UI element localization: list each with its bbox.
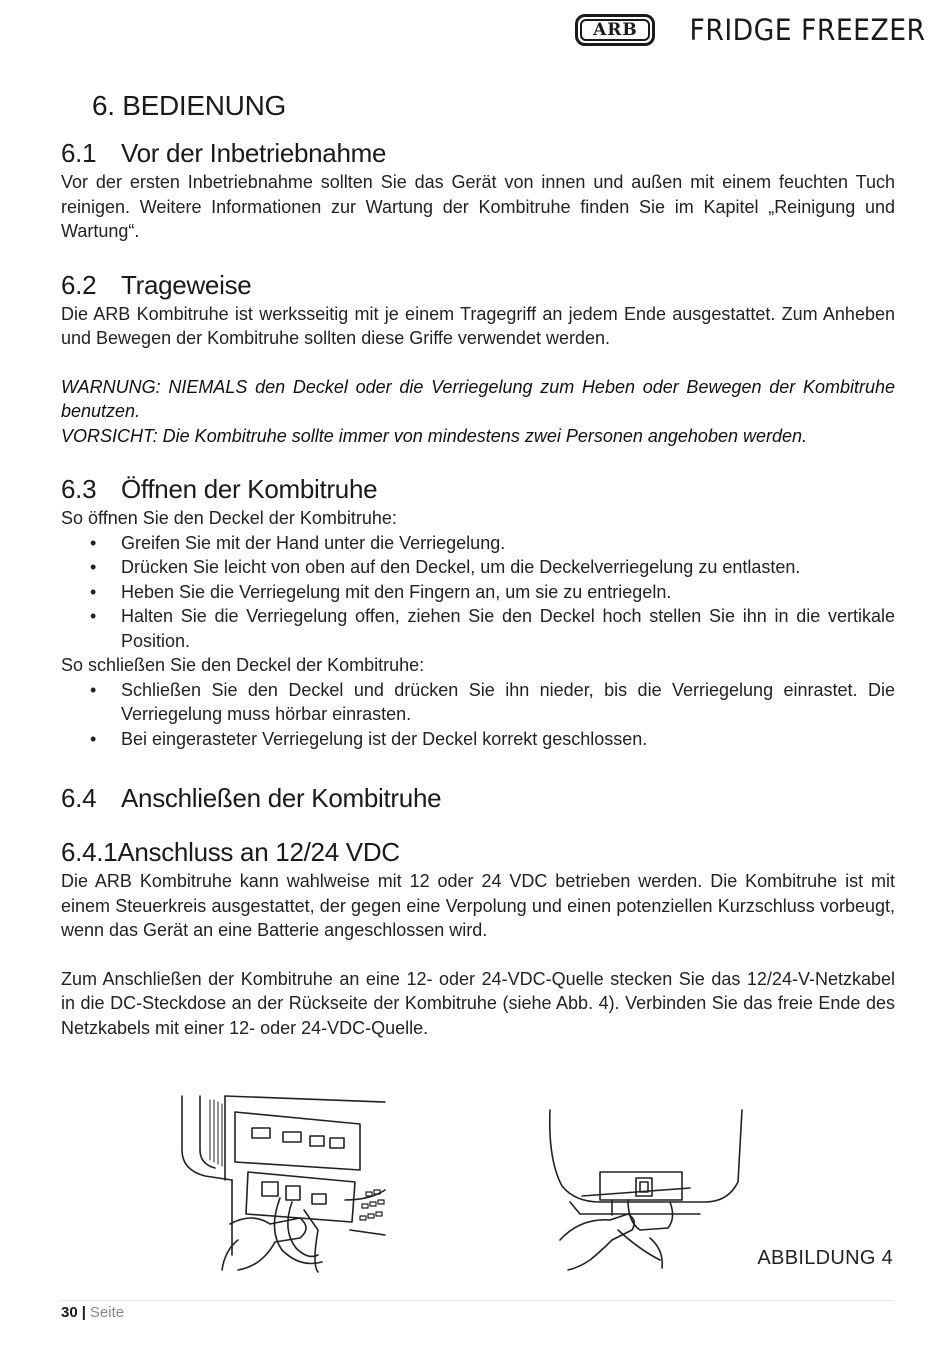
section-6-1-body: Vor der ersten Inbetriebnahme sollten Sie das Gerät von innen und außen mit einem feuchten Tuch reinigen. Weitere Informationen zur Wartung der Kombitruhe finden Sie im Kapitel „Reinigung und Wartung“. [61, 172, 895, 241]
section-title: Anschluss an 12/24 VDC [117, 837, 400, 867]
section-title: Vor der Inbetriebnahme [121, 138, 387, 168]
list-item [61, 604, 895, 653]
list-item-text: Heben Sie die Verriegelung mit den Fingern an, um sie zu entriegeln. [121, 581, 672, 602]
section-6-4-1-body-1: Die ARB Kombitruhe kann wahlweise mit 12 oder 24 VDC betrieben werden. Die Kombitruhe ist mit einem Steuerkreis ausgestattet, der gegen eine Verpolung und einen potenziellen Kurzschluss vorbeugt, wenn das Gerät an eine Batterie angeschlossen wird. [61, 871, 895, 940]
list-item [61, 678, 895, 727]
open-steps-list [61, 531, 895, 654]
section-title: Öffnen der Kombitruhe [121, 474, 378, 504]
page-footer [61, 1304, 124, 1321]
bullet-icon: • [90, 581, 97, 602]
section-6-1-heading [61, 136, 895, 170]
close-steps-list [61, 678, 895, 752]
section-number: 6.4.1 [61, 837, 118, 867]
page-label: Seite [89, 1304, 125, 1321]
list-item [61, 727, 895, 752]
section-6-3-heading [61, 472, 895, 506]
footer-divider [61, 1300, 893, 1301]
section-number: 6.4 [61, 783, 97, 813]
list-item [61, 531, 895, 556]
warning-text: WARNUNG: NIEMALS den Deckel oder die Verriegelung zum Heben oder Bewegen der Kombitruhe benutzen. [61, 376, 895, 421]
figure-caption: ABBILDUNG 4 [757, 1247, 893, 1269]
open-intro: So öffnen Sie den Deckel der Kombitruhe: [61, 508, 397, 528]
brand-title: FRIDGE FREEZER [689, 13, 926, 47]
list-item-text: Schließen Sie den Deckel und drücken Sie ihn nieder, bis die Verriegelung einrastet. Die Verriegelung muss hörbar einrasten. [121, 679, 895, 724]
section-title: Trageweise [121, 269, 252, 300]
section-6-2-body: Die ARB Kombitruhe ist werksseitig mit je einem Tragegriff an jedem Ende ausgestattet. Zum Anheben und Bewegen der Kombitruhe sollten diese Griffe verwendet werden. [61, 303, 895, 348]
right-illustration [550, 1110, 742, 1270]
section-number: 6.3 [61, 474, 97, 504]
page-number: 30 [61, 1304, 78, 1321]
list-item-text: Greifen Sie mit der Hand unter die Verriegelung. [121, 532, 506, 553]
left-illustration [182, 1096, 385, 1272]
section-number: 6.1 [61, 138, 97, 168]
section-6-2-heading [61, 268, 895, 302]
bullet-icon: • [90, 557, 97, 577]
list-item-text: Halten Sie die Verriegelung offen, ziehen Sie den Deckel hoch stellen Sie ihn in die vertikale Position. [121, 606, 895, 651]
bullet-icon: • [90, 728, 97, 749]
section-title: Anschließen der Kombitruhe [121, 783, 442, 813]
bullet-icon: • [90, 606, 97, 626]
arb-logo-text: ARB [580, 19, 650, 41]
list-item [61, 555, 895, 580]
caution-text: VORSICHT: Die Kombitruhe sollte immer von mindestens zwei Personen angehoben werden. [61, 425, 808, 446]
list-item [61, 580, 895, 605]
bullet-icon: • [90, 679, 97, 700]
bullet-icon: • [90, 532, 97, 553]
arb-logo [575, 14, 655, 46]
list-item-text: Drücken Sie leicht von oben auf den Deckel, um die Deckelverriegelung zu entlasten. [121, 557, 801, 577]
section-number: 6.2 [61, 269, 97, 300]
close-intro: So schließen Sie den Deckel der Kombitruhe: [61, 655, 425, 675]
chapter-title: 6. BEDIENUNG [92, 90, 286, 121]
footer-separator: | [81, 1304, 86, 1321]
section-6-4-1-heading [61, 835, 895, 869]
page-content [61, 86, 895, 1040]
section-6-4-heading [61, 781, 895, 815]
page-header [575, 10, 926, 50]
list-item-text: Bei eingerasteter Verriegelung ist der Deckel korrekt geschlossen. [121, 728, 648, 749]
section-6-4-1-body-2: Zum Anschließen der Kombitruhe an eine 12- oder 24-VDC-Quelle stecken Sie das 12/24-V-Netzkabel in die DC-Steckdose an der Rückseite der Kombitruhe (siehe Abb. 4). Verbinden Sie das freie Ende des Netzkabels mit einer 12- oder 24-VDC-Quelle. [61, 968, 895, 1038]
